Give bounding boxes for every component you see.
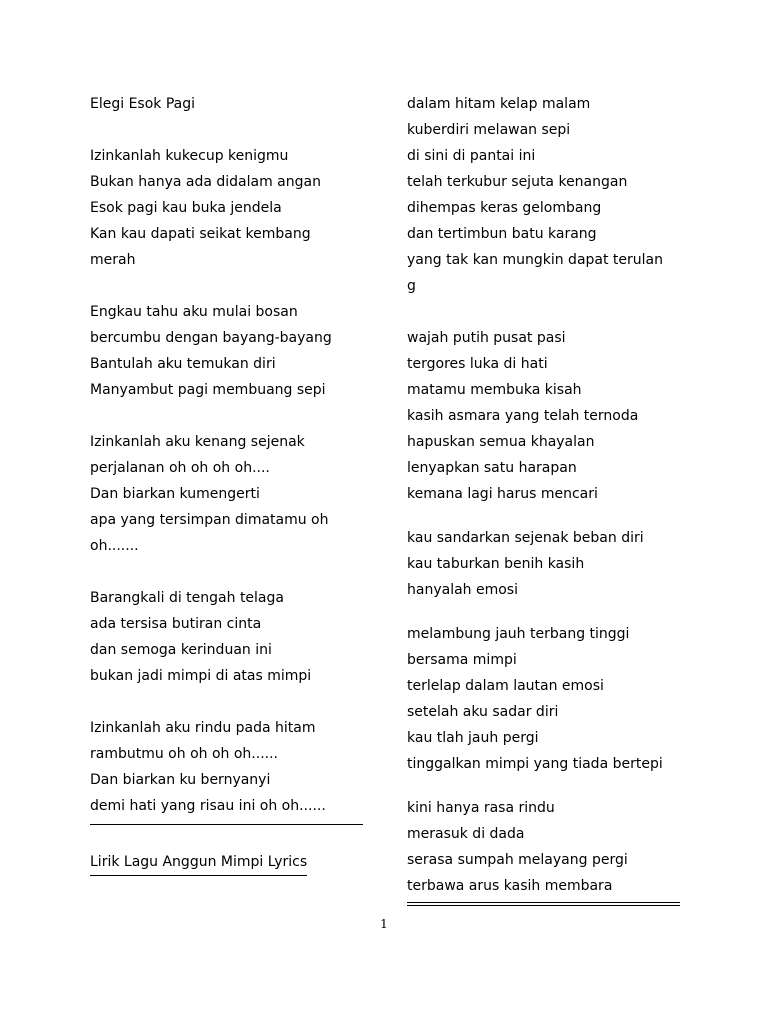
lyric-line: kini hanya rasa rindu xyxy=(407,800,555,816)
lyric-line: Manyambut pagi membuang sepi xyxy=(90,382,326,398)
lyric-line: lenyapkan satu harapan xyxy=(407,460,577,476)
lyric-line: terbawa arus kasih membara xyxy=(407,878,613,894)
lyric-line: kemana lagi harus mencari xyxy=(407,486,598,502)
left-stanza-5 xyxy=(90,715,365,819)
left-stanza-3 xyxy=(90,429,365,559)
lyric-line: melambung jauh terbang tinggi xyxy=(407,626,630,642)
lyric-line: Barangkali di tengah telaga xyxy=(90,590,284,606)
right-stanza-5 xyxy=(407,795,682,899)
left-stanza-4 xyxy=(90,585,365,689)
column-end-divider xyxy=(407,902,680,906)
right-stanza-1 xyxy=(407,91,682,299)
lyric-line: Bantulah aku temukan diri xyxy=(90,356,276,372)
lyric-line: perjalanan oh oh oh oh.... xyxy=(90,460,270,476)
lyric-line: Esok pagi kau buka jendela xyxy=(90,200,282,216)
section-divider xyxy=(90,824,363,825)
lyric-line: dan tertimbun batu karang xyxy=(407,226,597,242)
lyric-line: hanyalah emosi xyxy=(407,582,518,598)
lyric-line: g xyxy=(407,278,416,294)
lyric-line: Dan biarkan ku bernyanyi xyxy=(90,772,271,788)
lyric-line: telah terkubur sejuta kenangan xyxy=(407,174,628,190)
lyric-line: Kan kau dapati seikat kembang xyxy=(90,226,311,242)
left-column xyxy=(90,91,365,876)
lyric-line: serasa sumpah melayang pergi xyxy=(407,852,628,868)
lyric-line: di sini di pantai ini xyxy=(407,148,536,164)
lyric-line: dan semoga kerinduan ini xyxy=(90,642,272,658)
lyric-line: Engkau tahu aku mulai bosan xyxy=(90,304,298,320)
lyric-line: Bukan hanya ada didalam angan xyxy=(90,174,321,190)
lyric-line: terlelap dalam lautan emosi xyxy=(407,678,604,694)
left-stanza-1 xyxy=(90,143,365,273)
lyric-line: bukan jadi mimpi di atas mimpi xyxy=(90,668,312,684)
lyric-line: rambutmu oh oh oh oh...... xyxy=(90,746,278,762)
lyric-line: Dan biarkan kumengerti xyxy=(90,486,260,502)
lyric-line: matamu membuka kisah xyxy=(407,382,582,398)
left-stanza-2 xyxy=(90,299,365,403)
lyric-line: tergores luka di hati xyxy=(407,356,548,372)
lyric-line: merah xyxy=(90,252,136,268)
lyric-line: kuberdiri melawan sepi xyxy=(407,122,571,138)
lyric-line: dihempas keras gelombang xyxy=(407,200,602,216)
right-stanza-2 xyxy=(407,325,682,507)
lyric-line: Izinkanlah aku rindu pada hitam xyxy=(90,720,316,736)
lyric-line: tinggalkan mimpi yang tiada bertepi xyxy=(407,756,663,772)
lyric-line: apa yang tersimpan dimatamu oh xyxy=(90,512,329,528)
page-number: 1 xyxy=(380,917,388,931)
lyrics-source-link[interactable]: Lirik Lagu Anggun Mimpi Lyrics xyxy=(90,849,307,876)
lyric-line: Izinkanlah aku kenang sejenak xyxy=(90,434,305,450)
lyric-line: dalam hitam kelap malam xyxy=(407,96,591,112)
lyric-line: oh....... xyxy=(90,538,139,554)
right-column xyxy=(407,91,682,906)
lyric-line: hapuskan semua khayalan xyxy=(407,434,595,450)
lyric-line: bercumbu dengan bayang-bayang xyxy=(90,330,332,346)
lyric-line: kau taburkan benih kasih xyxy=(407,556,585,572)
lyric-line: Izinkanlah kukecup kenigmu xyxy=(90,148,289,164)
lyric-line: kau tlah jauh pergi xyxy=(407,730,539,746)
right-stanza-3 xyxy=(407,525,682,603)
right-stanza-4 xyxy=(407,621,682,777)
lyric-line: kasih asmara yang telah ternoda xyxy=(407,408,639,424)
lyric-line: demi hati yang risau ini oh oh...... xyxy=(90,798,326,814)
lyric-line: yang tak kan mungkin dapat terulan xyxy=(407,252,663,268)
lyric-line: kau sandarkan sejenak beban diri xyxy=(407,530,644,546)
lyric-line: wajah putih pusat pasi xyxy=(407,330,566,346)
lyric-line: ada tersisa butiran cinta xyxy=(90,616,262,632)
lyric-line: bersama mimpi xyxy=(407,652,517,668)
lyric-line: setelah aku sadar diri xyxy=(407,704,559,720)
lyric-line: merasuk di dada xyxy=(407,826,525,842)
song-title: Elegi Esok Pagi xyxy=(90,96,196,112)
